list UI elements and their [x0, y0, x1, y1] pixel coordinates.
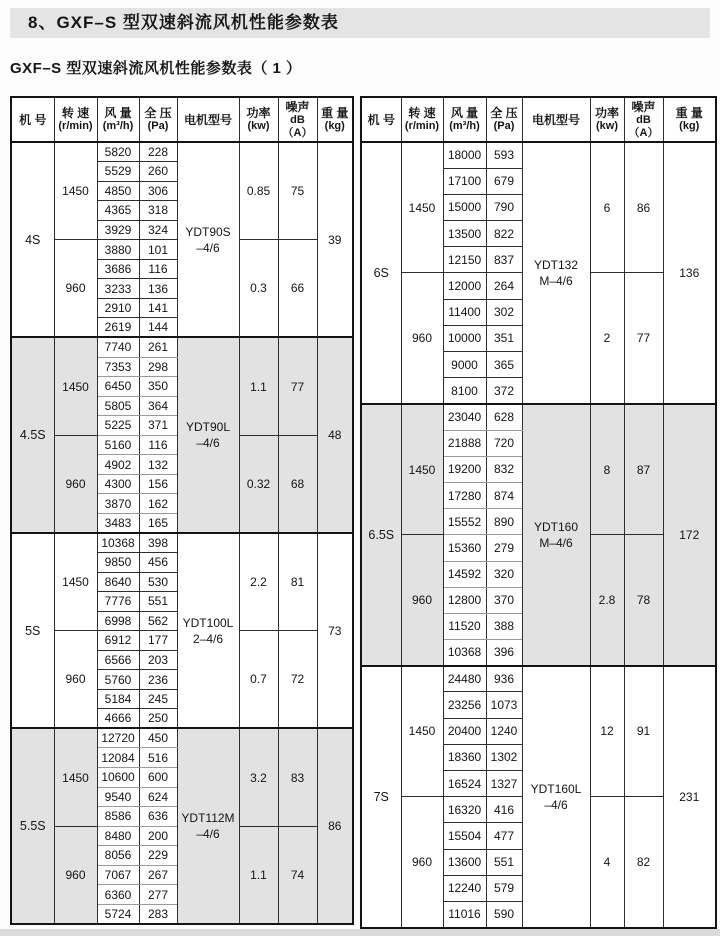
fan-performance-table-right [360, 96, 717, 929]
pressure-cell: 551 [139, 592, 177, 612]
col-header-pressure: 全 压 (Pa) [486, 97, 522, 142]
speed-cell: 960 [401, 797, 443, 928]
flow-cell: 15552 [443, 509, 486, 535]
power-cell: 12 [590, 666, 624, 797]
col-header-speed: 转 速 (r/min) [54, 97, 97, 142]
flow-cell: 5160 [97, 435, 139, 455]
flow-cell: 2619 [97, 318, 139, 338]
speed-cell: 1450 [54, 142, 97, 240]
pressure-cell: 822 [486, 221, 522, 247]
speed-cell: 1450 [54, 337, 97, 435]
flow-cell: 3880 [97, 240, 139, 260]
table-row [361, 142, 716, 168]
flow-cell: 9850 [97, 552, 139, 572]
pressure-cell: 372 [486, 378, 522, 404]
pressure-cell: 832 [486, 456, 522, 482]
pressure-cell: 790 [486, 194, 522, 220]
flow-cell: 3686 [97, 259, 139, 279]
flow-cell: 8480 [97, 826, 139, 846]
weight-cell: 86 [317, 728, 353, 924]
pressure-cell: 365 [486, 352, 522, 378]
power-cell: 0.85 [239, 142, 278, 240]
pressure-cell: 144 [139, 318, 177, 338]
col-header-pressure: 全 压 (Pa) [139, 97, 177, 142]
noise-cell: 86 [624, 142, 663, 273]
flow-cell: 15504 [443, 823, 486, 849]
flow-cell: 17280 [443, 482, 486, 508]
flow-cell: 5184 [97, 689, 139, 709]
col-header-speed: 转 速 (r/min) [401, 97, 443, 142]
noise-cell: 72 [278, 631, 317, 729]
machine-cell: 4.5S [11, 337, 54, 532]
pressure-cell: 628 [486, 404, 522, 430]
flow-cell: 4902 [97, 455, 139, 475]
table-row [11, 533, 353, 553]
speed-cell: 960 [54, 631, 97, 729]
pressure-cell: 116 [139, 435, 177, 455]
speed-cell: 960 [54, 826, 97, 924]
flow-cell: 18000 [443, 142, 486, 168]
flow-cell: 6912 [97, 631, 139, 651]
pressure-cell: 364 [139, 396, 177, 416]
pressure-cell: 720 [486, 430, 522, 456]
pressure-cell: 679 [486, 168, 522, 194]
noise-cell: 66 [278, 240, 317, 338]
col-header-noise: 噪声 dB（A） [624, 97, 663, 142]
flow-cell: 8100 [443, 378, 486, 404]
pressure-cell: 283 [139, 904, 177, 924]
flow-cell: 9540 [97, 787, 139, 807]
pressure-cell: 370 [486, 587, 522, 613]
flow-cell: 4300 [97, 474, 139, 494]
flow-cell: 5225 [97, 416, 139, 436]
flow-cell: 6998 [97, 611, 139, 631]
pressure-cell: 562 [139, 611, 177, 631]
flow-cell: 4365 [97, 201, 139, 221]
flow-cell: 13500 [443, 221, 486, 247]
pressure-cell: 236 [139, 670, 177, 690]
flow-cell: 5760 [97, 670, 139, 690]
flow-cell: 3870 [97, 494, 139, 514]
flow-cell: 10368 [443, 640, 486, 666]
speed-cell: 1450 [54, 728, 97, 826]
flow-cell: 16320 [443, 797, 486, 823]
pressure-cell: 162 [139, 494, 177, 514]
motor-model-cell: YDT100L 2–4/6 [177, 533, 239, 728]
table-row [361, 404, 716, 430]
flow-cell: 14592 [443, 561, 486, 587]
pressure-cell: 579 [486, 875, 522, 901]
flow-cell: 2910 [97, 298, 139, 318]
power-cell: 2.2 [239, 533, 278, 631]
flow-cell: 3483 [97, 513, 139, 533]
flow-cell: 4666 [97, 709, 139, 729]
col-header-flow: 风 量 (m³/h) [443, 97, 486, 142]
pressure-cell: 416 [486, 797, 522, 823]
pressure-cell: 350 [139, 377, 177, 397]
pressure-cell: 530 [139, 572, 177, 592]
flow-cell: 12084 [97, 748, 139, 768]
noise-cell: 91 [624, 666, 663, 797]
pressure-cell: 245 [139, 689, 177, 709]
pressure-cell: 116 [139, 259, 177, 279]
machine-cell: 7S [361, 666, 401, 928]
pressure-cell: 516 [139, 748, 177, 768]
power-cell: 0.3 [239, 240, 278, 338]
flow-cell: 5805 [97, 396, 139, 416]
weight-cell: 39 [317, 142, 353, 337]
flow-cell: 8586 [97, 807, 139, 827]
pressure-cell: 600 [139, 768, 177, 788]
motor-model-cell: YDT90L –4/6 [177, 337, 239, 532]
weight-cell: 231 [663, 666, 716, 928]
pressure-cell: 277 [139, 885, 177, 905]
flow-cell: 18360 [443, 744, 486, 770]
col-header-machine: 机 号 [11, 97, 54, 142]
pressure-cell: 156 [139, 474, 177, 494]
pressure-cell: 351 [486, 325, 522, 351]
pressure-cell: 302 [486, 299, 522, 325]
table-row [11, 728, 353, 748]
pressure-cell: 200 [139, 826, 177, 846]
col-header-power: 功率 (kw) [239, 97, 278, 142]
pressure-cell: 136 [139, 279, 177, 299]
flow-cell: 17100 [443, 168, 486, 194]
page-edge-shadow [0, 929, 720, 936]
power-cell: 4 [590, 797, 624, 928]
motor-model-cell: YDT160 M–4/6 [522, 404, 590, 666]
flow-cell: 12000 [443, 273, 486, 299]
flow-cell: 12150 [443, 247, 486, 273]
flow-cell: 23040 [443, 404, 486, 430]
table-row [361, 666, 716, 692]
noise-cell: 83 [278, 728, 317, 826]
power-cell: 0.32 [239, 435, 278, 533]
noise-cell: 82 [624, 797, 663, 928]
header-row [11, 97, 353, 142]
table-row [11, 142, 353, 162]
pressure-cell: 388 [486, 613, 522, 639]
flow-cell: 23256 [443, 692, 486, 718]
pressure-cell: 132 [139, 455, 177, 475]
flow-cell: 7776 [97, 592, 139, 612]
speed-cell: 1450 [401, 142, 443, 273]
noise-cell: 77 [624, 273, 663, 404]
machine-cell: 6S [361, 142, 401, 404]
pressure-cell: 261 [139, 337, 177, 357]
flow-cell: 8056 [97, 846, 139, 866]
pressure-cell: 624 [139, 787, 177, 807]
pressure-cell: 456 [139, 552, 177, 572]
machine-cell: 6.5S [361, 404, 401, 666]
speed-cell: 960 [401, 273, 443, 404]
flow-cell: 11520 [443, 613, 486, 639]
machine-cell: 4S [11, 142, 54, 337]
flow-cell: 5724 [97, 904, 139, 924]
machine-cell: 5.5S [11, 728, 54, 924]
motor-model-cell: YDT90S –4/6 [177, 142, 239, 337]
flow-cell: 5529 [97, 162, 139, 182]
pressure-cell: 1240 [486, 718, 522, 744]
speed-cell: 1450 [54, 533, 97, 631]
flow-cell: 10600 [97, 768, 139, 788]
pressure-cell: 636 [139, 807, 177, 827]
flow-cell: 10368 [97, 533, 139, 553]
power-cell: 1.1 [239, 826, 278, 924]
pressure-cell: 371 [139, 416, 177, 436]
pressure-cell: 590 [486, 901, 522, 927]
pressure-cell: 141 [139, 298, 177, 318]
noise-cell: 81 [278, 533, 317, 631]
flow-cell: 6450 [97, 377, 139, 397]
col-header-noise: 噪声 dB（A） [278, 97, 317, 142]
speed-cell: 960 [54, 240, 97, 338]
power-cell: 1.1 [239, 337, 278, 435]
pressure-cell: 936 [486, 666, 522, 692]
noise-cell: 75 [278, 142, 317, 240]
pressure-cell: 551 [486, 849, 522, 875]
flow-cell: 3233 [97, 279, 139, 299]
noise-cell: 77 [278, 337, 317, 435]
pressure-cell: 318 [139, 201, 177, 221]
noise-cell: 74 [278, 826, 317, 924]
pressure-cell: 264 [486, 273, 522, 299]
weight-cell: 48 [317, 337, 353, 532]
col-header-motor: 电机型号 [177, 97, 239, 142]
col-header-machine: 机 号 [361, 97, 401, 142]
flow-cell: 5820 [97, 142, 139, 162]
pressure-cell: 177 [139, 631, 177, 651]
flow-cell: 19200 [443, 456, 486, 482]
speed-cell: 960 [401, 535, 443, 666]
pressure-cell: 306 [139, 181, 177, 201]
pressure-cell: 874 [486, 482, 522, 508]
table-caption: GXF–S 型双速斜流风机性能参数表（ 1 ） [10, 60, 302, 77]
flow-cell: 15000 [443, 194, 486, 220]
flow-cell: 7740 [97, 337, 139, 357]
noise-cell: 87 [624, 404, 663, 535]
power-cell: 6 [590, 142, 624, 273]
page-title: 8、GXF–S 型双速斜流风机性能参数表 [10, 8, 710, 38]
pressure-cell: 1327 [486, 771, 522, 797]
speed-cell: 960 [54, 435, 97, 533]
pressure-cell: 250 [139, 709, 177, 729]
pressure-cell: 396 [486, 640, 522, 666]
flow-cell: 16524 [443, 771, 486, 797]
speed-cell: 1450 [401, 666, 443, 797]
power-cell: 3.2 [239, 728, 278, 826]
flow-cell: 3929 [97, 220, 139, 240]
flow-cell: 12800 [443, 587, 486, 613]
pressure-cell: 229 [139, 846, 177, 866]
power-cell: 2.8 [590, 535, 624, 666]
weight-cell: 136 [663, 142, 716, 404]
power-cell: 0.7 [239, 631, 278, 729]
flow-cell: 4850 [97, 181, 139, 201]
pressure-cell: 1073 [486, 692, 522, 718]
pressure-cell: 298 [139, 357, 177, 377]
flow-cell: 15360 [443, 535, 486, 561]
motor-model-cell: YDT112M –4/6 [177, 728, 239, 924]
pressure-cell: 228 [139, 142, 177, 162]
pressure-cell: 398 [139, 533, 177, 553]
col-header-weight: 重 量 (kg) [663, 97, 716, 142]
flow-cell: 7067 [97, 865, 139, 885]
col-header-motor: 电机型号 [522, 97, 590, 142]
flow-cell: 10000 [443, 325, 486, 351]
pressure-cell: 837 [486, 247, 522, 273]
machine-cell: 5S [11, 533, 54, 728]
flow-cell: 12240 [443, 875, 486, 901]
power-cell: 2 [590, 273, 624, 404]
pressure-cell: 477 [486, 823, 522, 849]
pressure-cell: 593 [486, 142, 522, 168]
pressure-cell: 101 [139, 240, 177, 260]
pressure-cell: 203 [139, 650, 177, 670]
speed-cell: 1450 [401, 404, 443, 535]
weight-cell: 172 [663, 404, 716, 666]
power-cell: 8 [590, 404, 624, 535]
flow-cell: 6566 [97, 650, 139, 670]
flow-cell: 11400 [443, 299, 486, 325]
pressure-cell: 320 [486, 561, 522, 587]
col-header-weight: 重 量 (kg) [317, 97, 353, 142]
flow-cell: 20400 [443, 718, 486, 744]
pressure-cell: 324 [139, 220, 177, 240]
pressure-cell: 279 [486, 535, 522, 561]
flow-cell: 24480 [443, 666, 486, 692]
header-row [361, 97, 716, 142]
pressure-cell: 890 [486, 509, 522, 535]
pressure-cell: 260 [139, 162, 177, 182]
flow-cell: 6360 [97, 885, 139, 905]
fan-performance-table-left [10, 96, 354, 925]
col-header-flow: 风 量 (m³/h) [97, 97, 139, 142]
motor-model-cell: YDT160L –4/6 [522, 666, 590, 928]
pressure-cell: 267 [139, 865, 177, 885]
pressure-cell: 165 [139, 513, 177, 533]
motor-model-cell: YDT132 M–4/6 [522, 142, 590, 404]
noise-cell: 78 [624, 535, 663, 666]
table-row [11, 337, 353, 357]
flow-cell: 8640 [97, 572, 139, 592]
noise-cell: 68 [278, 435, 317, 533]
flow-cell: 7353 [97, 357, 139, 377]
col-header-power: 功率 (kw) [590, 97, 624, 142]
flow-cell: 11016 [443, 901, 486, 927]
flow-cell: 9000 [443, 352, 486, 378]
flow-cell: 12720 [97, 728, 139, 748]
flow-cell: 21888 [443, 430, 486, 456]
pressure-cell: 1302 [486, 744, 522, 770]
flow-cell: 13600 [443, 849, 486, 875]
weight-cell: 73 [317, 533, 353, 728]
pressure-cell: 450 [139, 728, 177, 748]
